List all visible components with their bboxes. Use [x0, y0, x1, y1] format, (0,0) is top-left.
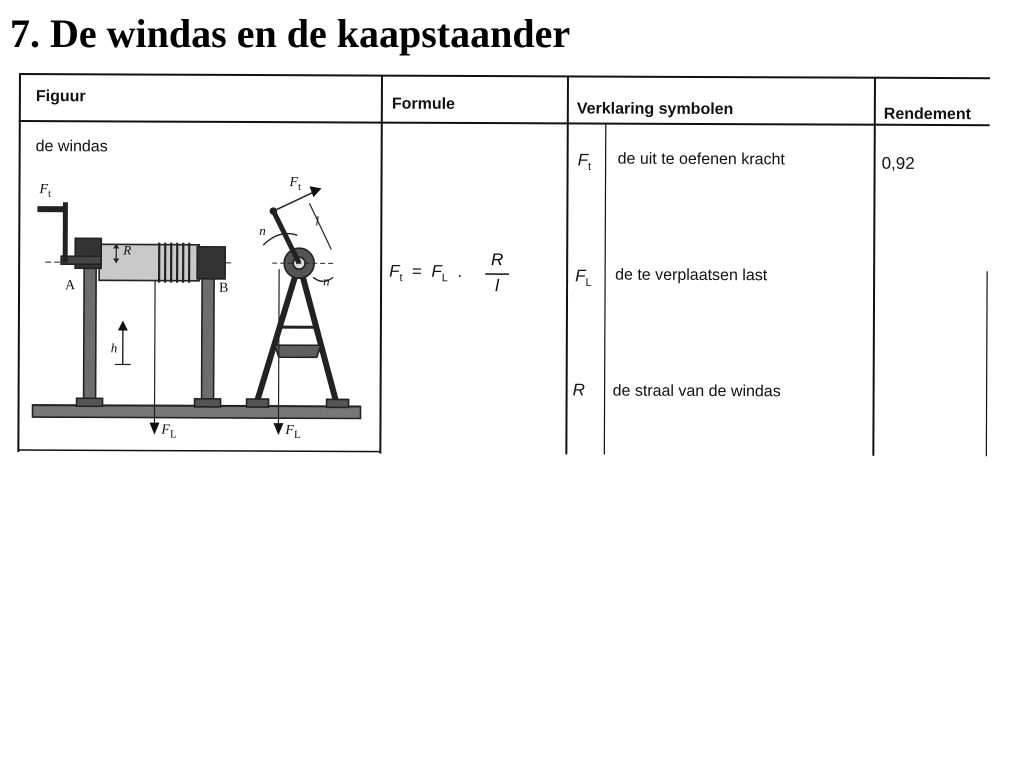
figure-label-l: l — [315, 213, 320, 229]
figure-label-h: h — [110, 340, 118, 356]
figure-label-radius: R — [123, 242, 132, 258]
scanned-table — [16, 72, 990, 458]
figure-label-a: A — [65, 278, 76, 294]
figure-label-fl-side: $F_L$ — [285, 423, 301, 442]
figure-label-ft-side: $F_t$ — [289, 175, 302, 194]
formula-numerator: R — [491, 250, 504, 270]
symbol-fl-text: de te verplaatsen last — [615, 266, 768, 285]
header-figuur: Figuur — [35, 88, 86, 106]
figure-label-ft: $F_t$ — [39, 182, 52, 200]
symbol-r-text: de straal van de windas — [612, 382, 781, 401]
header-rendement: Rendement — [883, 105, 971, 124]
header-formule: Formule — [391, 95, 456, 113]
symbol-r: R — [572, 380, 585, 400]
figure-label-fl-front: $F_L$ — [161, 422, 177, 441]
formula-denominator: l — [495, 276, 500, 296]
rendement-value: 0,92 — [881, 153, 915, 173]
header-verklaring: Verklaring symbolen — [576, 100, 734, 119]
windlass-figure — [32, 185, 361, 435]
symbol-fl: $F_L$ — [575, 266, 592, 289]
figure-label-b: B — [219, 280, 229, 296]
symbol-ft: $F_t$ — [577, 150, 592, 173]
figure-label-n-top: n — [259, 223, 266, 239]
formula: $F_t = F_L$ . — [389, 261, 463, 285]
page-title: 7. De windas en de kaapstaander — [10, 11, 571, 56]
figure-caption: de windas — [35, 138, 108, 156]
figure-label-n-bottom: n — [323, 273, 330, 289]
symbol-ft-text: de uit te oefenen kracht — [617, 150, 785, 169]
